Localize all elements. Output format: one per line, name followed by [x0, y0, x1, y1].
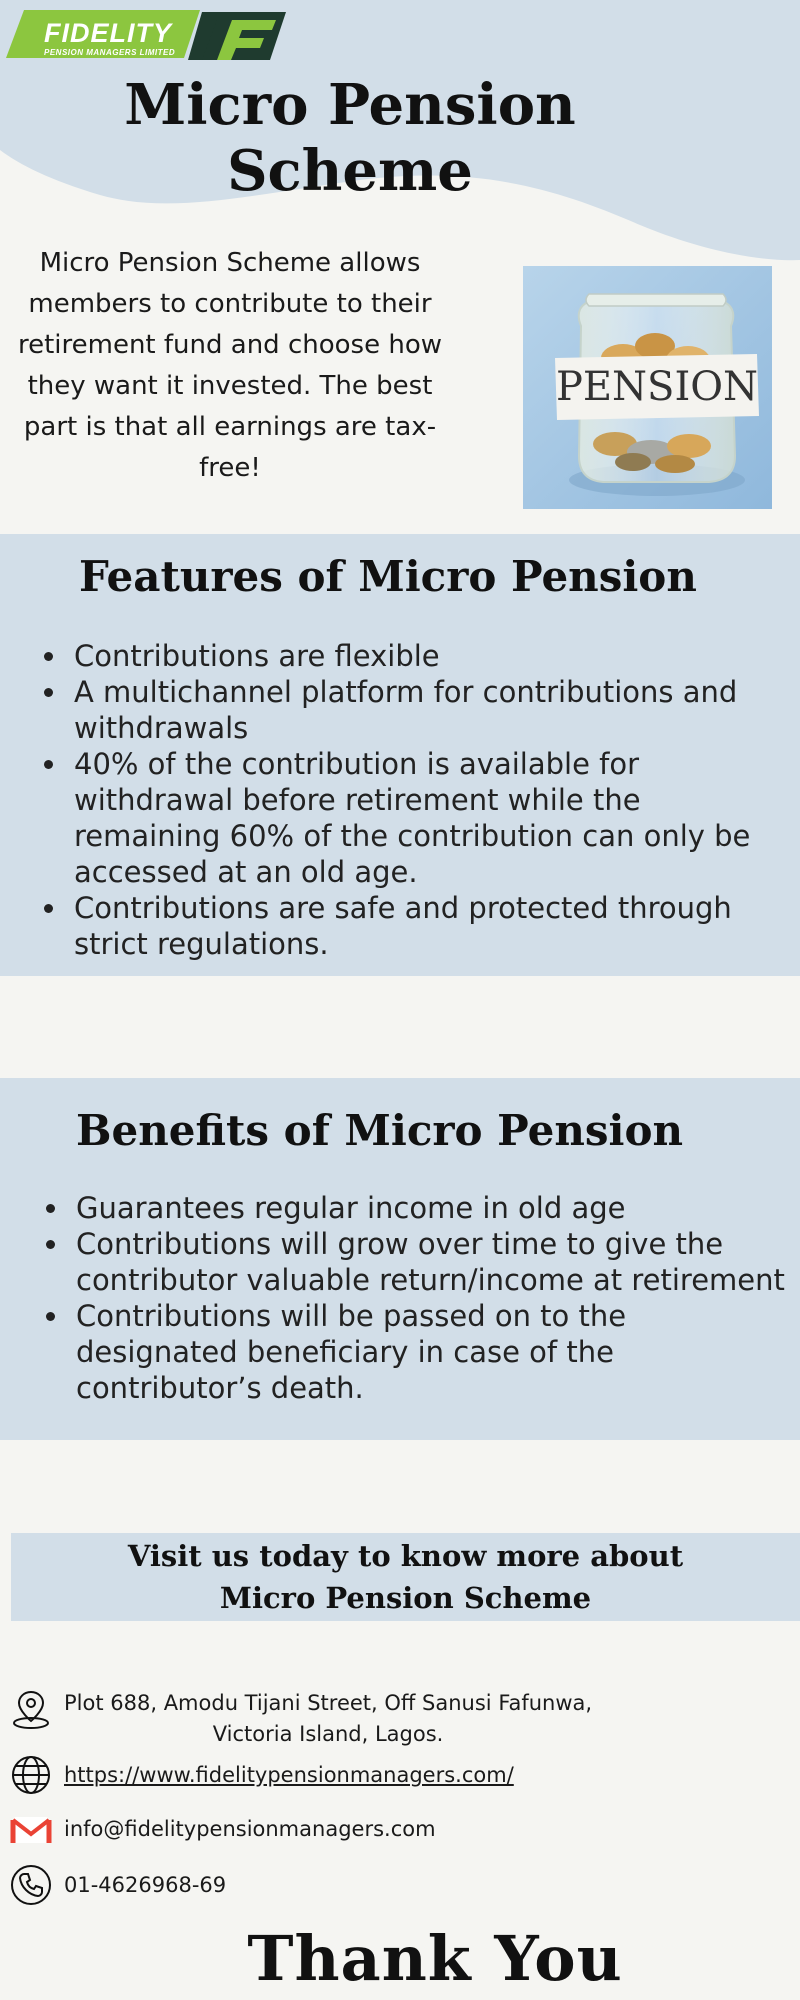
website-row[interactable]	[10, 1754, 514, 1796]
address-line-1: Plot 688, Amodu Tijani Street, Off Sanusi Fafunwa,	[64, 1691, 593, 1715]
phone-number[interactable]: 01-4626968-69	[64, 1872, 227, 1897]
website-link[interactable]: https://www.fidelitypensionmanagers.com/	[64, 1762, 514, 1787]
features-title: Features of Micro Pension	[79, 552, 697, 601]
address-text	[64, 1688, 592, 1750]
phone-row[interactable]	[10, 1864, 226, 1906]
page-title: Micro Pension Scheme	[124, 72, 576, 204]
list-item: Contributions are flexible	[44, 638, 788, 674]
thank-you-heading: Thank You	[247, 1922, 623, 1995]
intro-paragraph: Micro Pension Scheme allows members to contribute to their retirement fund and choose how they want it invested. The best part is that all earnings are tax-free!	[17, 248, 442, 483]
location-pin-icon	[10, 1688, 52, 1730]
pension-jar-image	[523, 266, 772, 509]
pension-label-text: PENSION	[555, 364, 759, 410]
phone-icon	[10, 1864, 52, 1906]
address-row	[10, 1688, 592, 1750]
list-item: Contributions will be passed on to the designated beneficiary in case of the contributor’s death.	[46, 1298, 792, 1406]
address-line-2: Victoria Island, Lagos.	[212, 1722, 444, 1746]
logo-tagline: PENSION MANAGERS LIMITED	[44, 48, 176, 57]
list-item: Guarantees regular income in old age	[46, 1190, 792, 1226]
fidelity-logo[interactable]	[6, 10, 288, 60]
list-item: Contributions are safe and protected through strict regulations.	[44, 890, 788, 962]
globe-icon	[10, 1754, 52, 1796]
list-item: A multichannel platform for contributions and withdrawals	[44, 674, 788, 746]
cta-line-2: Micro Pension Scheme	[219, 1581, 592, 1615]
logo-wordmark: FIDELITY	[44, 18, 172, 48]
features-list	[44, 638, 788, 962]
benefits-title: Benefits of Micro Pension	[76, 1106, 684, 1155]
email-link[interactable]: info@fidelitypensionmanagers.com	[64, 1816, 436, 1841]
email-row[interactable]	[10, 1808, 436, 1850]
benefits-list	[46, 1190, 792, 1406]
call-to-action-banner	[11, 1533, 800, 1621]
list-item: Contributions will grow over time to give the contributor valuable return/income at retirement	[46, 1226, 792, 1298]
gmail-icon	[10, 1808, 52, 1850]
list-item: 40% of the contribution is available for withdrawal before retirement while the remaining 60% of the contribution can only be accessed at an old age.	[44, 746, 788, 890]
cta-line-1: Visit us today to know more about	[127, 1539, 684, 1573]
